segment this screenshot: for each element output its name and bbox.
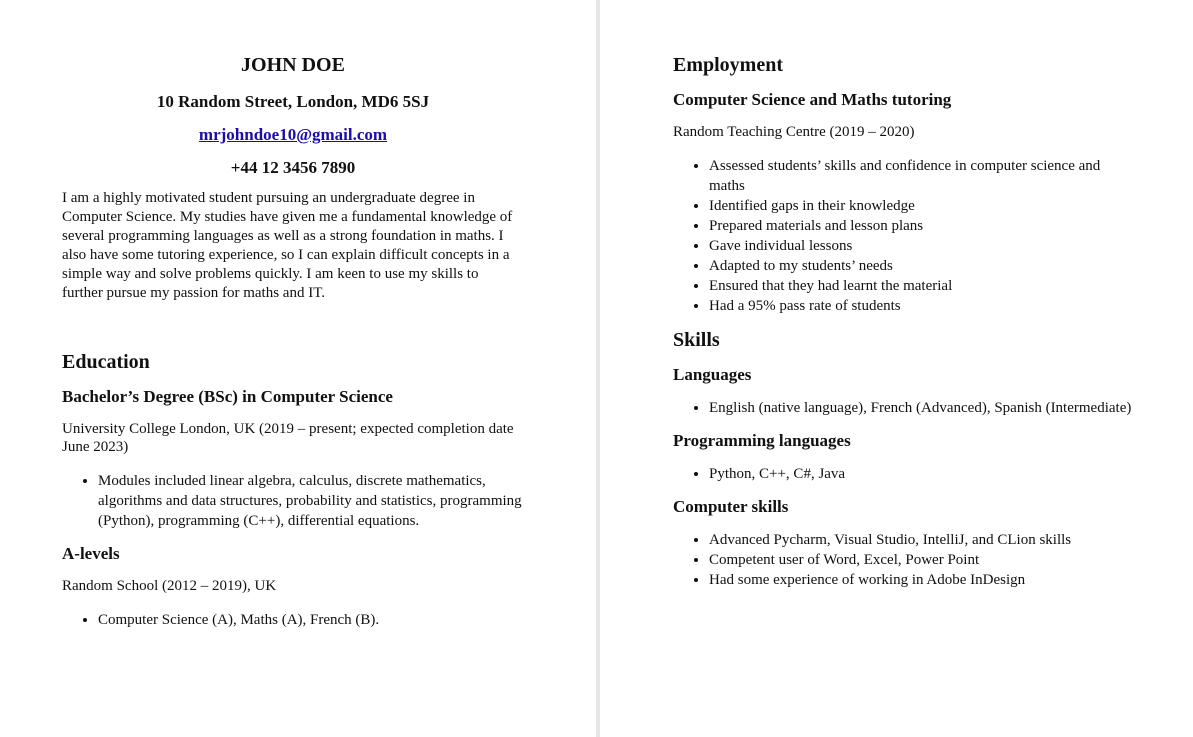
computer-skills-bullets bbox=[673, 530, 1133, 590]
degree-institution: University College London, UK (2019 – present; expected completion date June 2023) bbox=[62, 421, 514, 455]
education-heading: Education bbox=[62, 351, 150, 373]
cv-page-right bbox=[600, 0, 1193, 737]
job-employer: Random Teaching Centre (2019 – 2020) bbox=[673, 124, 915, 140]
list-item: • Python, C++, C#, Java bbox=[709, 464, 1133, 484]
list-item: • Gave individual lessons bbox=[709, 236, 1133, 256]
degree-title: Bachelor’s Degree (BSc) in Computer Science bbox=[62, 387, 393, 406]
list-item: • Computer Science (A), Maths (A), French (B). bbox=[98, 610, 524, 630]
list-item: • Adapted to my students’ needs bbox=[709, 256, 1133, 276]
computer-skills-title: Computer skills bbox=[673, 497, 789, 516]
programming-title: Programming languages bbox=[673, 431, 851, 450]
cv-email bbox=[62, 124, 524, 146]
list-item: • Identified gaps in their knowledge bbox=[709, 196, 1133, 216]
job-bullets bbox=[673, 156, 1133, 316]
cv-phone: +44 12 3456 7890 bbox=[230, 158, 356, 177]
list-item: • Prepared materials and lesson plans bbox=[709, 216, 1133, 236]
list-item: • Had a 95% pass rate of students bbox=[709, 296, 1133, 316]
alevels-bullets bbox=[62, 610, 524, 630]
languages-bullets bbox=[673, 398, 1133, 418]
cv-page-left bbox=[0, 0, 596, 737]
list-item: • Advanced Pycharm, Visual Studio, IntelliJ, and CLion skills bbox=[709, 530, 1133, 550]
cv-address: 10 Random Street, London, MD6 5SJ bbox=[156, 92, 430, 111]
employment-heading: Employment bbox=[673, 54, 783, 76]
alevels-title: A-levels bbox=[62, 544, 120, 563]
list-item: • English (native language), French (Advanced), Spanish (Intermediate) bbox=[709, 398, 1133, 418]
skills-heading: Skills bbox=[673, 329, 720, 351]
list-item: • Ensured that they had learnt the material bbox=[709, 276, 1133, 296]
cv-summary: I am a highly motivated student pursuing an undergraduate degree in Computer Science. My studies have given me a fundamental knowledge of several programming languages as well as a strong foundation in maths. I also have some tutoring experience, so I can explain difficult concepts in a simple way and solve problems quickly. I am keen to use my skills to further pursue my passion for maths and IT. bbox=[62, 190, 513, 301]
languages-title: Languages bbox=[673, 365, 752, 384]
list-item: • Had some experience of working in Adobe InDesign bbox=[709, 570, 1133, 590]
programming-bullets bbox=[673, 464, 1133, 484]
job-title: Computer Science and Maths tutoring bbox=[673, 90, 952, 109]
email-link[interactable]: mrjohndoe10@gmail.com bbox=[198, 125, 388, 144]
list-item: • Competent user of Word, Excel, Power Point bbox=[709, 550, 1133, 570]
list-item: • Modules included linear algebra, calculus, discrete mathematics, algorithms and data structures, probability and statistics, programming (Python), programming (C++), differential equations. bbox=[98, 471, 524, 531]
alevels-institution: Random School (2012 – 2019), UK bbox=[62, 578, 277, 594]
cv-name: JOHN DOE bbox=[241, 54, 345, 76]
list-item: • Assessed students’ skills and confidence in computer science and maths bbox=[709, 156, 1133, 196]
degree-bullets bbox=[62, 471, 524, 531]
